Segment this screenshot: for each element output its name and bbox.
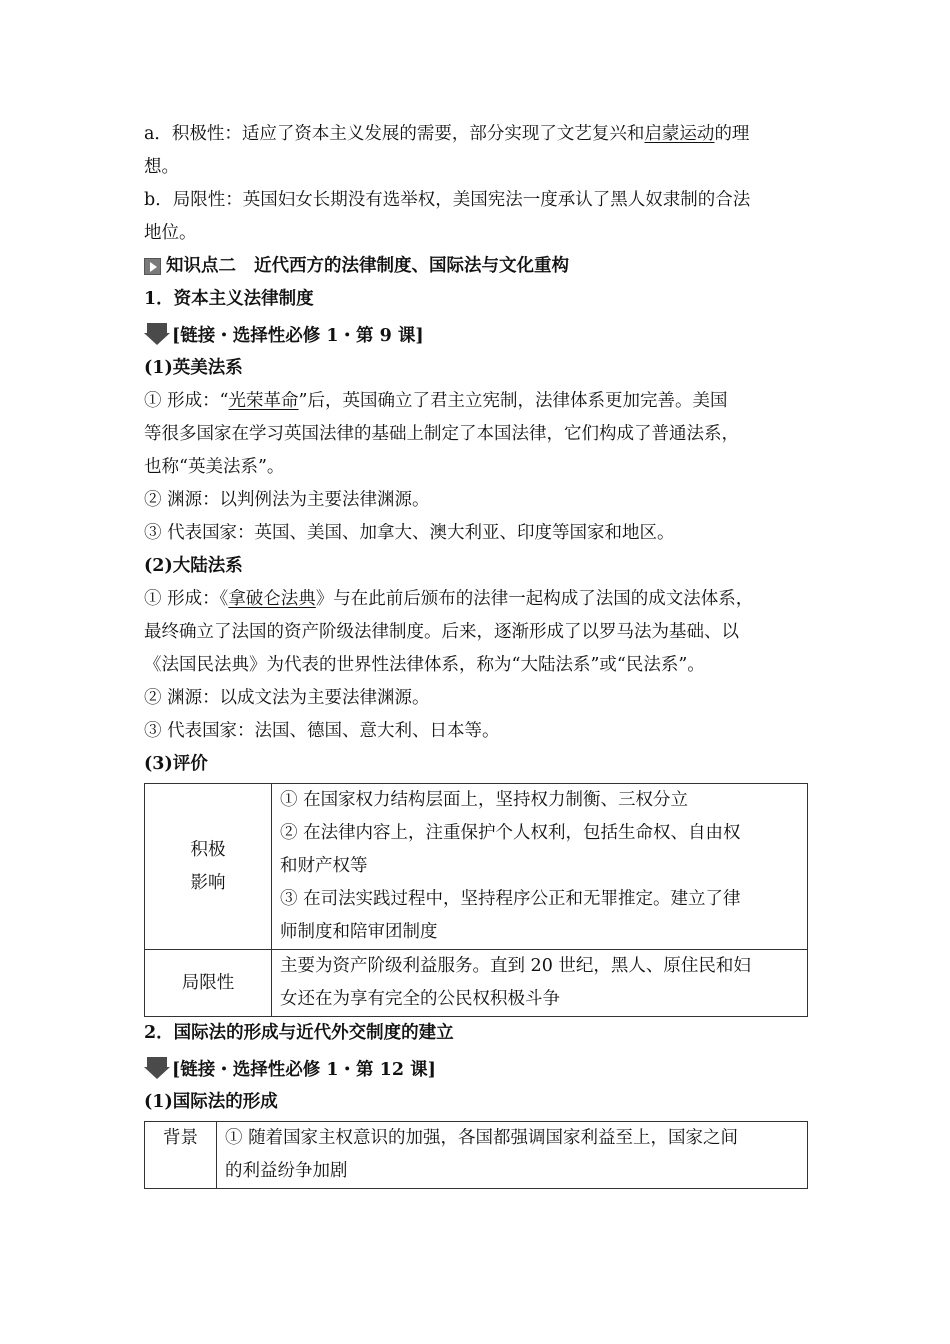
limit-line: 女还在为享有完全的公民权积极斗争 — [280, 989, 560, 1009]
napoleonic-code-link: 拿破仑法典 — [228, 589, 316, 609]
part2-link: [链接・选择性必修 1・第 12 课] — [172, 1059, 436, 1080]
table-row — [145, 1122, 808, 1189]
part1-s1-title: (1)英美法系 — [144, 358, 243, 378]
positive-label-1: 积极 — [190, 839, 226, 860]
background-line: ① 随着国家主权意识的加强，各国都强调国家利益至上，国家之间 — [225, 1128, 739, 1148]
part1-link: [链接・选择性必修 1・第 9 课] — [172, 325, 424, 346]
s1-l1-prefix: ① 形成：“ — [144, 391, 229, 411]
part1-s2-title: (2)大陆法系 — [144, 556, 243, 576]
limit-content-cell — [272, 950, 808, 1017]
background-table — [144, 1121, 808, 1189]
part1-s3-title: (3)评价 — [144, 754, 208, 774]
part2-heading: 2．国际法的形成与近代外交制度的建立 — [144, 1023, 454, 1043]
down-arrow-icon — [144, 323, 170, 345]
intro-b-line1: b．局限性：英国妇女长期没有选举权，美国宪法一度承认了黑人奴隶制的合法 — [144, 190, 751, 210]
s1-l3: 也称“英美法系”。 — [144, 457, 285, 477]
part2-s1-title: (1)国际法的形成 — [144, 1092, 278, 1112]
background-label: 背景 — [163, 1128, 198, 1148]
section-heading — [144, 250, 808, 283]
positive-line: ③ 在司法实践过程中，坚持程序公正和无罪推定。建立了律 — [280, 889, 741, 909]
s2-l1-prefix: ① 形成：《 — [144, 589, 229, 609]
part1-heading: 1．资本主义法律制度 — [144, 289, 314, 309]
positive-line: 和财产权等 — [280, 856, 368, 876]
intro-a-line2: 想。 — [144, 157, 179, 177]
enlightenment-link: 启蒙运动 — [644, 124, 715, 144]
background-line: 的利益纷争加剧 — [225, 1161, 348, 1181]
s1-l5: ③ 代表国家：英国、美国、加拿大、澳大利亚、印度等国家和地区。 — [144, 523, 675, 543]
document-page — [144, 118, 808, 1189]
table-row — [145, 784, 808, 950]
background-content-cell — [217, 1122, 808, 1189]
positive-label-cell — [145, 784, 272, 950]
part1-link-line — [144, 316, 808, 352]
limit-line: 主要为资产阶级利益服务。直到 20 世纪，黑人、原住民和妇 — [280, 956, 751, 976]
glorious-revolution-link: 光荣革命 — [228, 391, 299, 411]
positive-line: 师制度和陪审团制度 — [280, 922, 438, 942]
down-arrow-icon — [144, 1057, 170, 1079]
intro-a-suffix: 的理 — [714, 124, 750, 144]
play-icon — [144, 258, 161, 275]
positive-line: ① 在国家权力结构层面上，坚持权力制衡、三权分立 — [280, 790, 689, 810]
s2-l1-suffix: 》与在此前后颁布的法律一起构成了法国的成文法体系， — [315, 589, 754, 609]
section-title-b: 近代西方的法律制度、国际法与文化重构 — [254, 256, 569, 276]
s2-l5: ③ 代表国家：法国、德国、意大利、日本等。 — [144, 721, 500, 741]
part2-link-line — [144, 1050, 808, 1086]
background-label-cell — [145, 1122, 217, 1189]
intro-b-line2: 地位。 — [144, 223, 197, 243]
text-line — [144, 583, 808, 616]
limit-label-cell — [145, 950, 272, 1017]
s2-l3: 《法国民法典》为代表的世界性法律体系，称为“大陆法系”或“民法系”。 — [144, 655, 705, 675]
table-row — [145, 950, 808, 1017]
s2-l2: 最终确立了法国的资产阶级法律制度。后来，逐渐形成了以罗马法为基础、以 — [144, 622, 739, 642]
positive-label-2: 影响 — [190, 872, 226, 893]
positive-content-cell — [272, 784, 808, 950]
s1-l4: ② 渊源：以判例法为主要法律渊源。 — [144, 490, 430, 510]
s2-l4: ② 渊源：以成文法为主要法律渊源。 — [144, 688, 430, 708]
section-title-a: 知识点二 — [166, 256, 236, 276]
evaluation-table — [144, 783, 808, 1017]
s1-l2: 等很多国家在学习英国法律的基础上制定了本国法律，它们构成了普通法系， — [144, 424, 739, 444]
intro-a-prefix: a．积极性：适应了资本主义发展的需要，部分实现了文艺复兴和 — [144, 124, 645, 144]
positive-line: ② 在法律内容上，注重保护个人权利，包括生命权、自由权 — [280, 823, 741, 843]
text-line — [144, 118, 808, 151]
text-line — [144, 385, 808, 418]
limit-label: 局限性 — [181, 972, 235, 993]
s1-l1-suffix: ”后，英国确立了君主立宪制，法律体系更加完善。美国 — [298, 391, 728, 411]
